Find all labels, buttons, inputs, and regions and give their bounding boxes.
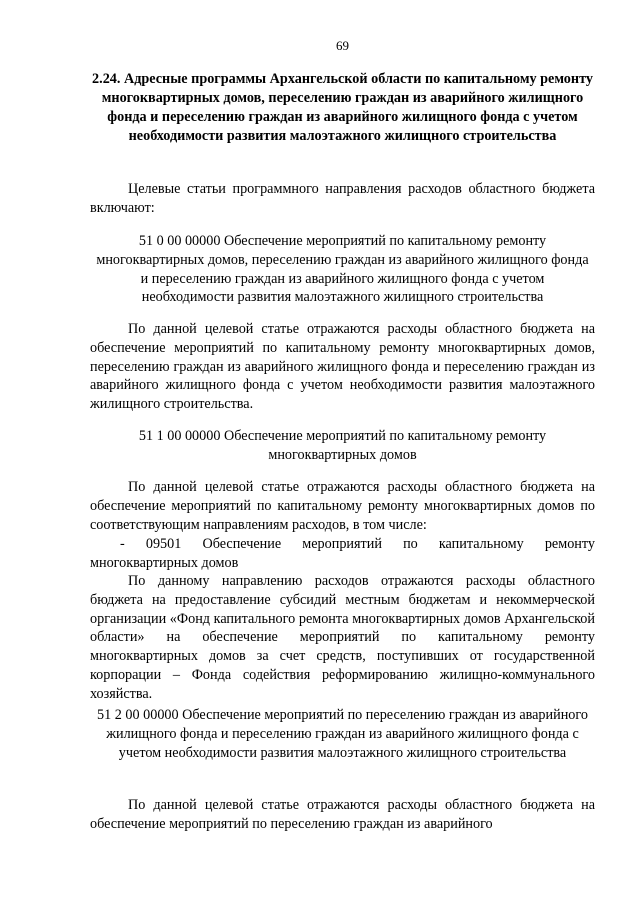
direction-09501: - 09501 Обеспечение мероприятий по капитальному ремонту многоквартирных домов [90, 536, 595, 571]
intro-paragraph: Целевые статьи программного направления расходов областного бюджета включают: [90, 181, 595, 216]
target-article-51-2: 51 2 00 00000 Обеспечение мероприятий по переселению граждан из аварийного жилищного фонда и переселению граждан из аварийного жилищного фонда с учетом необходимости развития малоэтажного жилищного строительства [97, 707, 588, 761]
section-heading: 2.24. Адресные программы Архангельской области по капитальному ремонту многоквартирных домов, переселению граждан из аварийного жилищного фонда и переселению граждан из аварийного жилищного фонда с учетом необходимости развития малоэтажного жилищного строительства [92, 71, 593, 144]
page-number: 69 [336, 38, 349, 53]
paragraph-51-2: По данной целевой статье отражаются расходы областного бюджета на обеспечение мероприятий по переселению граждан из аварийного [90, 797, 595, 832]
target-article-51-0: 51 0 00 00000 Обеспечение мероприятий по капитальному ремонту многоквартирных домов, переселению граждан из аварийного жилищного фонда и переселению граждан из аварийного жилищного фонда с учетом необходимости развития малоэтажного жилищного строительства [96, 233, 589, 306]
paragraph-51-0: По данной целевой статье отражаются расходы областного бюджета на обеспечение мероприятий по капитальному ремонту многоквартирных домов, переселению граждан из аварийного жилищного фонда и переселению граждан из аварийного жилищного фонда с учетом необходимости развития малоэтажного жилищного строительства. [90, 321, 595, 413]
paragraph-09501: По данному направлению расходов отражаются расходы областного бюджета на предоставление субсидий местным бюджетам и некоммерческой организации «Фонд капитального ремонта многоквартирных домов Архангельской области» на обеспечение мероприятий по капитальному ремонту многоквартирных домов за счет средств, поступивших от государственной корпорации – Фонда содействия реформированию жилищно-коммунального хозяйства. [90, 573, 595, 702]
document-page [90, 0, 595, 905]
target-article-51-1: 51 1 00 00000 Обеспечение мероприятий по капитальному ремонту многоквартирных домов [138, 428, 547, 463]
paragraph-51-1: По данной целевой статье отражаются расходы областного бюджета на обеспечение мероприятий по капитальному ремонту многоквартирных домов по соответствующим направлениям расходов, в том числе: [90, 479, 595, 533]
